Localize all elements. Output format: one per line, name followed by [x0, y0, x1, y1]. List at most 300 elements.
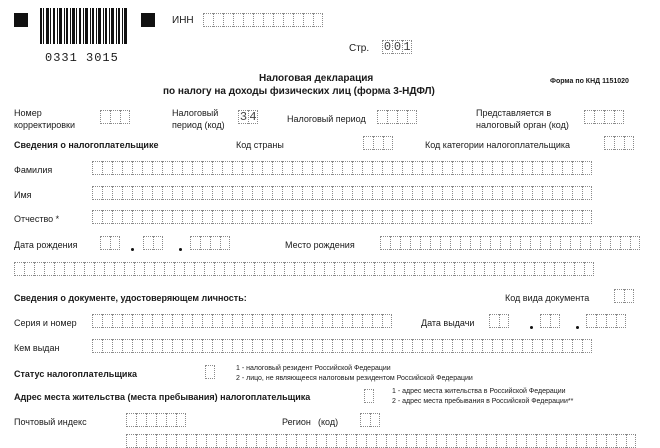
input-cell[interactable] [142, 314, 152, 328]
input-cell[interactable] [282, 314, 292, 328]
correction-number-cells[interactable] [100, 110, 130, 124]
input-cell[interactable] [522, 186, 532, 200]
tax-office-code-cells[interactable] [584, 110, 624, 124]
input-cell[interactable] [272, 314, 282, 328]
input-cell[interactable] [306, 434, 316, 448]
input-cell[interactable] [400, 236, 410, 250]
input-cell[interactable] [572, 161, 582, 175]
input-cell[interactable] [536, 434, 546, 448]
country-code-cells[interactable] [363, 136, 393, 150]
input-cell[interactable] [560, 236, 570, 250]
input-cell[interactable] [172, 186, 182, 200]
input-cell[interactable] [282, 339, 292, 353]
input-cell[interactable] [392, 339, 402, 353]
input-cell[interactable] [222, 210, 232, 224]
input-cell[interactable] [102, 161, 112, 175]
input-cell[interactable] [342, 314, 352, 328]
input-cell[interactable] [182, 339, 192, 353]
input-cell[interactable] [162, 210, 172, 224]
input-cell[interactable] [606, 434, 616, 448]
input-cell[interactable] [374, 262, 384, 276]
input-cell[interactable] [332, 339, 342, 353]
input-cell[interactable] [522, 161, 532, 175]
input-cell[interactable] [152, 314, 162, 328]
input-cell[interactable] [360, 413, 370, 427]
input-cell[interactable] [372, 210, 382, 224]
input-cell[interactable] [212, 314, 222, 328]
category-code-cells[interactable] [604, 136, 634, 150]
input-cell[interactable] [204, 262, 214, 276]
input-cell[interactable] [364, 262, 374, 276]
input-cell[interactable] [292, 161, 302, 175]
input-cell[interactable] [630, 236, 640, 250]
input-cell[interactable] [524, 262, 534, 276]
doc-type-code-cells[interactable] [614, 289, 634, 303]
input-cell[interactable] [394, 262, 404, 276]
input-cell[interactable] [172, 210, 182, 224]
input-cell[interactable] [522, 339, 532, 353]
input-cell[interactable] [224, 262, 234, 276]
input-cell[interactable] [626, 434, 636, 448]
input-cell[interactable] [252, 210, 262, 224]
input-cell[interactable] [452, 186, 462, 200]
input-cell[interactable] [376, 434, 386, 448]
input-cell[interactable] [242, 210, 252, 224]
input-cell[interactable] [434, 262, 444, 276]
input-cell[interactable] [540, 236, 550, 250]
input-cell[interactable] [232, 339, 242, 353]
input-cell[interactable] [442, 210, 452, 224]
input-cell[interactable] [312, 161, 322, 175]
input-cell[interactable] [382, 339, 392, 353]
input-cell[interactable] [234, 262, 244, 276]
input-cell[interactable] [202, 314, 212, 328]
input-cell[interactable] [484, 262, 494, 276]
input-cell[interactable] [302, 161, 312, 175]
input-cell[interactable] [212, 210, 222, 224]
issued-by-cells[interactable] [92, 339, 592, 353]
input-cell[interactable] [370, 413, 380, 427]
input-cell[interactable] [562, 186, 572, 200]
input-cell[interactable] [532, 210, 542, 224]
input-cell[interactable] [292, 314, 302, 328]
input-cell[interactable] [314, 262, 324, 276]
input-cell[interactable] [372, 339, 382, 353]
input-cell[interactable] [552, 210, 562, 224]
birth-place-cells-line-2[interactable] [14, 262, 594, 276]
input-cell[interactable] [324, 262, 334, 276]
input-cell[interactable] [262, 161, 272, 175]
input-cell[interactable] [162, 186, 172, 200]
input-cell[interactable] [502, 186, 512, 200]
input-cell[interactable] [102, 210, 112, 224]
input-cell[interactable] [504, 262, 514, 276]
input-cell[interactable] [332, 186, 342, 200]
input-cell[interactable] [262, 210, 272, 224]
input-cell[interactable] [156, 434, 166, 448]
input-cell[interactable] [176, 434, 186, 448]
input-cell[interactable] [182, 161, 192, 175]
input-cell[interactable] [126, 434, 136, 448]
input-cell[interactable] [14, 262, 24, 276]
input-cell[interactable] [232, 161, 242, 175]
input-cell[interactable] [102, 314, 112, 328]
input-cell[interactable] [172, 161, 182, 175]
input-cell[interactable] [92, 161, 102, 175]
input-cell[interactable] [212, 186, 222, 200]
input-cell[interactable] [162, 161, 172, 175]
input-cell[interactable] [412, 339, 422, 353]
input-cell[interactable] [490, 236, 500, 250]
input-cell[interactable] [176, 413, 186, 427]
input-cell[interactable] [316, 434, 326, 448]
input-cell[interactable] [352, 186, 362, 200]
input-cell[interactable] [404, 262, 414, 276]
input-cell[interactable] [54, 262, 64, 276]
input-cell[interactable] [132, 210, 142, 224]
input-cell[interactable] [172, 314, 182, 328]
input-cell[interactable] [192, 210, 202, 224]
input-cell[interactable] [112, 339, 122, 353]
input-cell[interactable] [154, 262, 164, 276]
input-cell[interactable] [294, 262, 304, 276]
input-cell[interactable] [64, 262, 74, 276]
input-cell[interactable] [512, 186, 522, 200]
input-cell[interactable] [362, 314, 372, 328]
input-cell[interactable] [516, 434, 526, 448]
input-cell[interactable] [246, 434, 256, 448]
input-cell[interactable] [272, 210, 282, 224]
input-cell[interactable] [552, 339, 562, 353]
issue-month-cells[interactable] [540, 314, 560, 328]
input-cell[interactable] [192, 314, 202, 328]
input-cell[interactable] [532, 186, 542, 200]
input-cell[interactable] [92, 210, 102, 224]
input-cell[interactable] [526, 434, 536, 448]
input-cell[interactable] [496, 434, 506, 448]
input-cell[interactable] [226, 434, 236, 448]
input-cell[interactable] [552, 161, 562, 175]
input-cell[interactable] [482, 210, 492, 224]
input-cell[interactable] [216, 434, 226, 448]
input-cell[interactable] [274, 262, 284, 276]
input-cell[interactable] [382, 186, 392, 200]
input-cell[interactable] [252, 161, 262, 175]
input-cell[interactable] [94, 262, 104, 276]
input-cell[interactable] [576, 434, 586, 448]
input-cell[interactable] [212, 339, 222, 353]
input-cell[interactable] [492, 339, 502, 353]
input-cell[interactable] [352, 314, 362, 328]
input-cell[interactable] [542, 339, 552, 353]
input-cell[interactable] [282, 161, 292, 175]
input-cell[interactable] [456, 434, 466, 448]
input-cell[interactable] [212, 161, 222, 175]
input-cell[interactable] [272, 339, 282, 353]
birth-day-cells[interactable] [100, 236, 120, 250]
input-cell[interactable] [174, 262, 184, 276]
input-cell[interactable] [142, 339, 152, 353]
input-cell[interactable] [424, 262, 434, 276]
input-cell[interactable] [284, 262, 294, 276]
input-cell[interactable] [446, 434, 456, 448]
input-cell[interactable] [532, 339, 542, 353]
input-cell[interactable] [542, 210, 552, 224]
input-cell[interactable] [102, 339, 112, 353]
input-cell[interactable] [432, 339, 442, 353]
input-cell[interactable] [322, 210, 332, 224]
issue-day-cells[interactable] [489, 314, 509, 328]
input-cell[interactable] [344, 262, 354, 276]
input-cell[interactable] [122, 314, 132, 328]
input-cell[interactable] [186, 434, 196, 448]
input-cell[interactable] [362, 339, 372, 353]
input-cell[interactable] [470, 236, 480, 250]
input-cell[interactable] [332, 210, 342, 224]
input-cell[interactable] [482, 339, 492, 353]
input-cell[interactable] [502, 161, 512, 175]
input-cell[interactable] [252, 339, 262, 353]
input-cell[interactable] [132, 161, 142, 175]
input-cell[interactable] [440, 236, 450, 250]
birth-year-cells[interactable] [190, 236, 230, 250]
input-cell[interactable] [146, 434, 156, 448]
input-cell[interactable] [582, 339, 592, 353]
input-cell[interactable] [402, 161, 412, 175]
input-cell[interactable] [342, 339, 352, 353]
input-cell[interactable] [556, 434, 566, 448]
input-cell[interactable] [302, 186, 312, 200]
input-cell[interactable] [412, 210, 422, 224]
input-cell[interactable] [372, 314, 382, 328]
input-cell[interactable] [420, 236, 430, 250]
input-cell[interactable] [492, 186, 502, 200]
input-cell[interactable] [322, 161, 332, 175]
input-cell[interactable] [266, 434, 276, 448]
input-cell[interactable] [426, 434, 436, 448]
input-cell[interactable] [480, 236, 490, 250]
input-cell[interactable] [342, 161, 352, 175]
address-cells-bottom[interactable] [126, 434, 636, 448]
input-cell[interactable] [164, 262, 174, 276]
input-cell[interactable] [312, 314, 322, 328]
input-cell[interactable] [102, 186, 112, 200]
input-cell[interactable] [332, 314, 342, 328]
input-cell[interactable] [92, 186, 102, 200]
input-cell[interactable] [322, 186, 332, 200]
input-cell[interactable] [436, 434, 446, 448]
input-cell[interactable] [572, 210, 582, 224]
input-cell[interactable] [222, 186, 232, 200]
input-cell[interactable] [24, 262, 34, 276]
input-cell[interactable] [406, 434, 416, 448]
input-cell[interactable] [482, 161, 492, 175]
input-cell[interactable] [366, 434, 376, 448]
input-cell[interactable] [124, 262, 134, 276]
input-cell[interactable] [242, 314, 252, 328]
input-cell[interactable] [192, 339, 202, 353]
input-cell[interactable] [312, 186, 322, 200]
input-cell[interactable] [444, 262, 454, 276]
input-cell[interactable] [544, 262, 554, 276]
input-cell[interactable] [152, 161, 162, 175]
input-cell[interactable] [136, 413, 146, 427]
input-cell[interactable] [112, 186, 122, 200]
input-cell[interactable] [292, 339, 302, 353]
input-cell[interactable] [142, 210, 152, 224]
input-cell[interactable] [542, 186, 552, 200]
input-cell[interactable] [382, 314, 392, 328]
page-number-cells[interactable] [382, 40, 412, 54]
input-cell[interactable] [546, 434, 556, 448]
name-cells[interactable] [92, 186, 592, 200]
input-cell[interactable] [202, 339, 212, 353]
input-cell[interactable] [126, 413, 136, 427]
input-cell[interactable] [112, 210, 122, 224]
input-cell[interactable] [466, 434, 476, 448]
input-cell[interactable] [476, 434, 486, 448]
birth-place-cells[interactable] [380, 236, 640, 250]
input-cell[interactable] [552, 186, 562, 200]
input-cell[interactable] [192, 186, 202, 200]
input-cell[interactable] [462, 186, 472, 200]
input-cell[interactable] [222, 161, 232, 175]
input-cell[interactable] [292, 210, 302, 224]
input-cell[interactable] [232, 210, 242, 224]
input-cell[interactable] [92, 339, 102, 353]
input-cell[interactable] [570, 236, 580, 250]
input-cell[interactable] [596, 434, 606, 448]
input-cell[interactable] [430, 236, 440, 250]
input-cell[interactable] [512, 339, 522, 353]
input-cell[interactable] [452, 161, 462, 175]
input-cell[interactable] [162, 314, 172, 328]
input-cell[interactable] [122, 210, 132, 224]
input-cell[interactable] [362, 161, 372, 175]
input-cell[interactable] [382, 161, 392, 175]
input-cell[interactable] [534, 262, 544, 276]
input-cell[interactable] [582, 210, 592, 224]
input-cell[interactable] [530, 236, 540, 250]
input-cell[interactable] [112, 161, 122, 175]
input-cell[interactable] [392, 161, 402, 175]
input-cell[interactable] [452, 339, 462, 353]
input-cell[interactable] [474, 262, 484, 276]
input-cell[interactable] [184, 262, 194, 276]
input-cell[interactable] [132, 186, 142, 200]
input-cell[interactable] [334, 262, 344, 276]
input-cell[interactable] [422, 161, 432, 175]
input-cell[interactable] [182, 314, 192, 328]
input-cell[interactable] [214, 262, 224, 276]
input-cell[interactable] [512, 161, 522, 175]
input-cell[interactable] [302, 339, 312, 353]
input-cell[interactable] [572, 339, 582, 353]
input-cell[interactable] [132, 339, 142, 353]
series-number-cells[interactable] [92, 314, 392, 328]
input-cell[interactable] [462, 161, 472, 175]
input-cell[interactable] [532, 161, 542, 175]
input-cell[interactable] [362, 210, 372, 224]
input-cell[interactable] [492, 210, 502, 224]
input-cell[interactable] [346, 434, 356, 448]
input-cell[interactable] [416, 434, 426, 448]
input-cell[interactable] [402, 210, 412, 224]
input-cell[interactable] [454, 262, 464, 276]
tax-period-code-cells[interactable] [238, 110, 258, 124]
input-cell[interactable] [584, 262, 594, 276]
input-cell[interactable] [232, 186, 242, 200]
input-cell[interactable] [412, 161, 422, 175]
input-cell[interactable] [422, 210, 432, 224]
input-cell[interactable] [206, 434, 216, 448]
input-cell[interactable] [232, 314, 242, 328]
input-cell[interactable] [292, 186, 302, 200]
input-cell[interactable] [156, 413, 166, 427]
input-cell[interactable] [590, 236, 600, 250]
input-cell[interactable] [162, 339, 172, 353]
input-cell[interactable] [472, 186, 482, 200]
input-cell[interactable] [254, 262, 264, 276]
input-cell[interactable] [136, 434, 146, 448]
input-cell[interactable] [392, 210, 402, 224]
input-cell[interactable] [132, 314, 142, 328]
input-cell[interactable] [566, 434, 576, 448]
input-cell[interactable] [342, 186, 352, 200]
input-cell[interactable] [562, 161, 572, 175]
input-cell[interactable] [142, 186, 152, 200]
input-cell[interactable] [452, 210, 462, 224]
input-cell[interactable] [514, 262, 524, 276]
input-cell[interactable] [122, 161, 132, 175]
input-cell[interactable] [262, 314, 272, 328]
input-cell[interactable] [252, 314, 262, 328]
input-cell[interactable] [192, 161, 202, 175]
input-cell[interactable] [586, 434, 596, 448]
input-cell[interactable] [134, 262, 144, 276]
input-cell[interactable] [574, 262, 584, 276]
input-cell[interactable] [332, 161, 342, 175]
input-cell[interactable] [352, 339, 362, 353]
birth-month-cells[interactable] [143, 236, 163, 250]
input-cell[interactable] [512, 210, 522, 224]
input-cell[interactable] [312, 210, 322, 224]
input-cell[interactable] [472, 210, 482, 224]
input-cell[interactable] [502, 210, 512, 224]
input-cell[interactable] [442, 339, 452, 353]
input-cell[interactable] [244, 262, 254, 276]
input-cell[interactable] [252, 186, 262, 200]
input-cell[interactable] [166, 413, 176, 427]
input-cell[interactable] [272, 186, 282, 200]
postal-code-cells[interactable] [126, 413, 186, 427]
input-cell[interactable] [372, 186, 382, 200]
input-cell[interactable] [382, 210, 392, 224]
input-cell[interactable] [554, 262, 564, 276]
input-cell[interactable] [384, 262, 394, 276]
input-cell[interactable] [166, 434, 176, 448]
input-cell[interactable] [352, 161, 362, 175]
patronymic-cells[interactable] [92, 210, 592, 224]
input-cell[interactable] [202, 210, 212, 224]
input-cell[interactable] [92, 314, 102, 328]
input-cell[interactable] [152, 339, 162, 353]
input-cell[interactable] [482, 186, 492, 200]
input-cell[interactable] [236, 434, 246, 448]
input-cell[interactable] [146, 413, 156, 427]
input-cell[interactable] [402, 339, 412, 353]
address-type-cell[interactable] [364, 389, 374, 403]
